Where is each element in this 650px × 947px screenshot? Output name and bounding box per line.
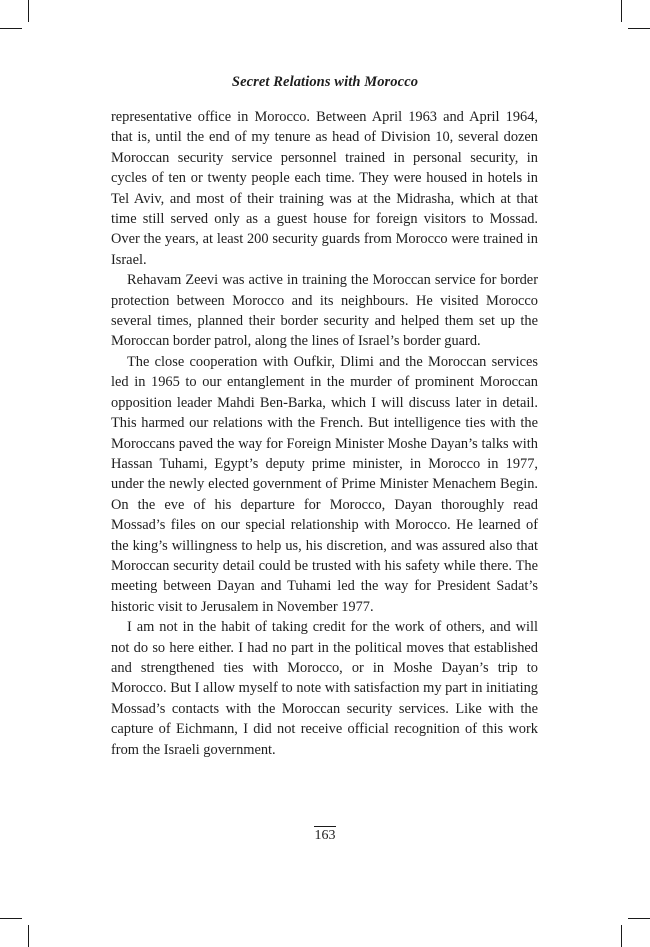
page-number: 163 xyxy=(314,828,336,843)
crop-mark-top-left-vertical xyxy=(28,0,29,22)
crop-mark-bottom-right-horizontal xyxy=(628,918,650,919)
page-number-rule xyxy=(314,826,336,827)
running-head: Secret Relations with Morocco xyxy=(231,74,419,90)
paragraph: representative office in Morocco. Between April 1963 and April 1964, that is, until the end of my tenure as head of Division 10, several dozen Moroccan security service personnel trained in personal security, in cycles of ten or twenty people each time. They were housed in hotels in Tel Aviv, and most of their training was at the Midrasha, which at that time still served only as a guest house for foreign visitors to Mossad. Over the years, at least 200 security guards from Morocco were trained in Israel. xyxy=(111,109,538,268)
crop-mark-top-right-vertical xyxy=(621,0,622,22)
crop-mark-top-right-horizontal xyxy=(628,28,650,29)
crop-mark-bottom-left-horizontal xyxy=(0,918,22,919)
paragraph: Rehavam Zeevi was active in training the Moroccan service for border protection between Morocco and its neighbours. He visited Morocco several times, planned their border security and helped them set up the Moroccan border patrol, along the lines of Israel’s border guard. xyxy=(111,272,538,350)
body-text xyxy=(111,107,538,760)
paragraph: I am not in the habit of taking credit for the work of others, and will not do so here either. I had no part in the political moves that established and strengthened ties with Morocco, or in Moshe Dayan’s trip to Morocco. But I allow myself to note with satisfaction my part in initiating Mossad’s contacts with the Moroccan security services. Like with the capture of Eichmann, I did not receive official recognition of this work from the Israeli government. xyxy=(111,619,538,758)
crop-mark-bottom-left-vertical xyxy=(28,925,29,947)
crop-mark-top-left-horizontal xyxy=(0,28,22,29)
paragraph: The close cooperation with Oufkir, Dlimi and the Moroccan services led in 1965 to our entanglement in the murder of prominent Moroccan opposition leader Mahdi Ben-Barka, which I will discuss later in detail. This harmed our relations with the French. But intelligence ties with the Moroccans paved the way for Foreign Minister Moshe Dayan’s talks with Hassan Tuhami, Egypt’s deputy prime minister, in Morocco in 1977, under the newly elected government of Prime Minister Menachem Begin. On the eve of his departure for Morocco, Dayan thoroughly read Mossad’s files on our special relationship with Morocco. He learned of the king’s willingness to help us, his discretion, and was assured also that Moroccan security detail could be trusted with his safety while there. The meeting between Dayan and Tuhami led the way for President Sadat’s historic visit to Jerusalem in November 1977. xyxy=(111,353,538,615)
crop-mark-bottom-right-vertical xyxy=(621,925,622,947)
